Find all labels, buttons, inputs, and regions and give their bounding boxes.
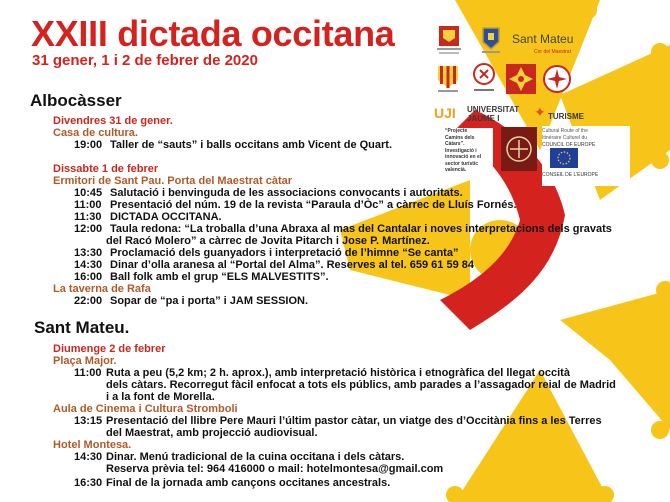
turisme-name: TURISME (548, 112, 584, 121)
event-row (74, 259, 474, 271)
event-row (74, 187, 463, 199)
event-row (74, 367, 570, 379)
event-time: 11:00 (74, 199, 102, 211)
council-name-fr: CONSEIL DE L’EUROPE (542, 172, 599, 178)
event-continuation: del Racó Molero” a càrrec de Jovita Pitarch i Jose P. Martínez. (106, 235, 430, 247)
event-text: Sopar de “pa i porta” i JAM SESSION. (110, 295, 309, 307)
council-name-en: COUNCIL OF EUROPE (542, 142, 596, 148)
event-text: Taller de “sauts” i balls occitans amb Vicent de Quart. (110, 139, 393, 151)
coat-of-arms-logo-2 (434, 64, 462, 94)
cultural-route-en: Cultural Route of the (542, 128, 588, 134)
council-of-europe-logo (542, 126, 630, 186)
place-albocasser: Albocàsser (30, 91, 122, 110)
sant-mateu-logo (512, 32, 594, 60)
place-sant-mateu: Sant Mateu. (34, 318, 130, 337)
venue-name: Casa de cultura. (53, 127, 138, 139)
sant-mateu-name: Sant Mateu (512, 32, 574, 46)
event-text: Dinar. Menú tradicional de la cuina occitana i dels càtars. (106, 451, 405, 463)
event-time: 11:00 (74, 367, 102, 379)
event-text: Proclamació dels guanyadors i interpretació de l’himne “Se canta” (110, 247, 459, 259)
event-dates: 31 gener, 1 i 2 de febrer de 2020 (32, 52, 258, 69)
event-row (74, 199, 517, 211)
event-time: 13:15 (74, 415, 103, 427)
turisme-logo (534, 104, 588, 124)
event-row (74, 247, 458, 259)
event-continuation: del Maestrat, amb projecció audiovisual. (106, 427, 318, 439)
uji-name-line1: UNIVERSITAT (467, 105, 520, 114)
event-text: Presentació del núm. 19 de la revista “Paraula d’Òc” a càrrec de Lluís Fornés. (110, 199, 517, 211)
event-row (74, 451, 404, 463)
page-title: XXIII dictada occitana (31, 13, 395, 54)
venue-name: Ermitori de Sant Pau. Porta del Maestrat càtar (53, 175, 293, 187)
event-row (74, 139, 392, 151)
uji-logo (434, 104, 532, 124)
event-time: 19:00 (74, 139, 103, 151)
event-time: 13:30 (74, 247, 103, 259)
event-text: Taula redona: “La troballa d’una Abraxa al mas del Cantalar i noves interpretacions dels gravats (110, 223, 612, 235)
event-time: 12:00 (74, 223, 103, 235)
event-row (74, 271, 329, 283)
uji-letters: UJI (434, 105, 456, 121)
cathar-paths-project-text (443, 128, 493, 180)
event-time: 11:30 (74, 211, 102, 223)
event-row (74, 295, 308, 307)
event-time: 22:00 (74, 295, 103, 307)
event-time: 10:45 (74, 187, 103, 199)
venue-name: Plaça Major. (53, 355, 117, 367)
event-time: 14:30 (74, 451, 103, 463)
event-text: DICTADA OCCITANA. (110, 211, 222, 223)
event-text: Ruta a peu (5,2 km; 2 h. aprox.), amb interpretació històrica i etnogràfica del llegat occità (106, 367, 570, 379)
event-continuation: Reserva prèvia tel: 964 416000 o mail: hotelmontesa@gmail.com (106, 463, 444, 475)
emblem-logo (542, 64, 572, 94)
event-text: Ball folk amb el grup “ELS MALVESTITS”. (110, 271, 329, 283)
event-row (74, 477, 390, 489)
event-time: 14:30 (74, 259, 103, 271)
event-text: Final de la jornada amb cançons occitanes ancestrals. (106, 477, 391, 489)
day-heading: Dissabte 1 de febrer (53, 163, 159, 175)
event-row (74, 211, 222, 223)
event-text: Presentació del llibre Pere Mauri l’últim pastor càtar, un viatge des d’Occitània fins a les Terres (106, 415, 602, 427)
day-heading: Divendres 31 de gener. (53, 115, 173, 127)
assagador-logo (472, 62, 496, 96)
event-text: Salutació i benvinguda de les associacions convocants i autoritats. (110, 187, 463, 199)
event-time: 16:30 (74, 477, 103, 489)
venue-name: Hotel Montesa. (53, 439, 132, 451)
eu-flag-icon (550, 148, 578, 168)
event-continuation: dels càtars. Recorregut fàcil enfocat a tots els públics, amb parades a l’assagador reial de Madrid (106, 379, 616, 391)
event-text: Dinar d’olla aranesa al “Portal del Alma”. Reserves al tel. 659 61 59 84 (110, 259, 475, 271)
venue-name: La taverna de Rafa (53, 283, 151, 295)
turisme-mark: ✦ (534, 104, 546, 120)
project-description: “Projecte Camins dels Càtars”. Investigació i innovació en el sector turístic valencià. (445, 128, 482, 173)
event-continuation: i a la font de Morella. (106, 391, 215, 403)
sant-mateu-subtitle: Cor del Maestrat (534, 49, 571, 55)
shield-logo (478, 24, 504, 56)
coat-of-arms-logo (434, 24, 464, 56)
camins-dels-catars-logo (500, 126, 538, 172)
event-row (74, 223, 612, 235)
venue-name: Aula de Cinema i Cultura Stromboli (53, 403, 238, 415)
day-heading: Diumenge 2 de febrer (53, 343, 166, 355)
uji-name-line2: JAUME I (467, 114, 500, 123)
event-row (74, 415, 602, 427)
event-time: 16:00 (74, 271, 103, 283)
occitan-cross-logo (506, 64, 536, 94)
cultural-route-fr: Itinéraire Culturel du (542, 135, 588, 141)
